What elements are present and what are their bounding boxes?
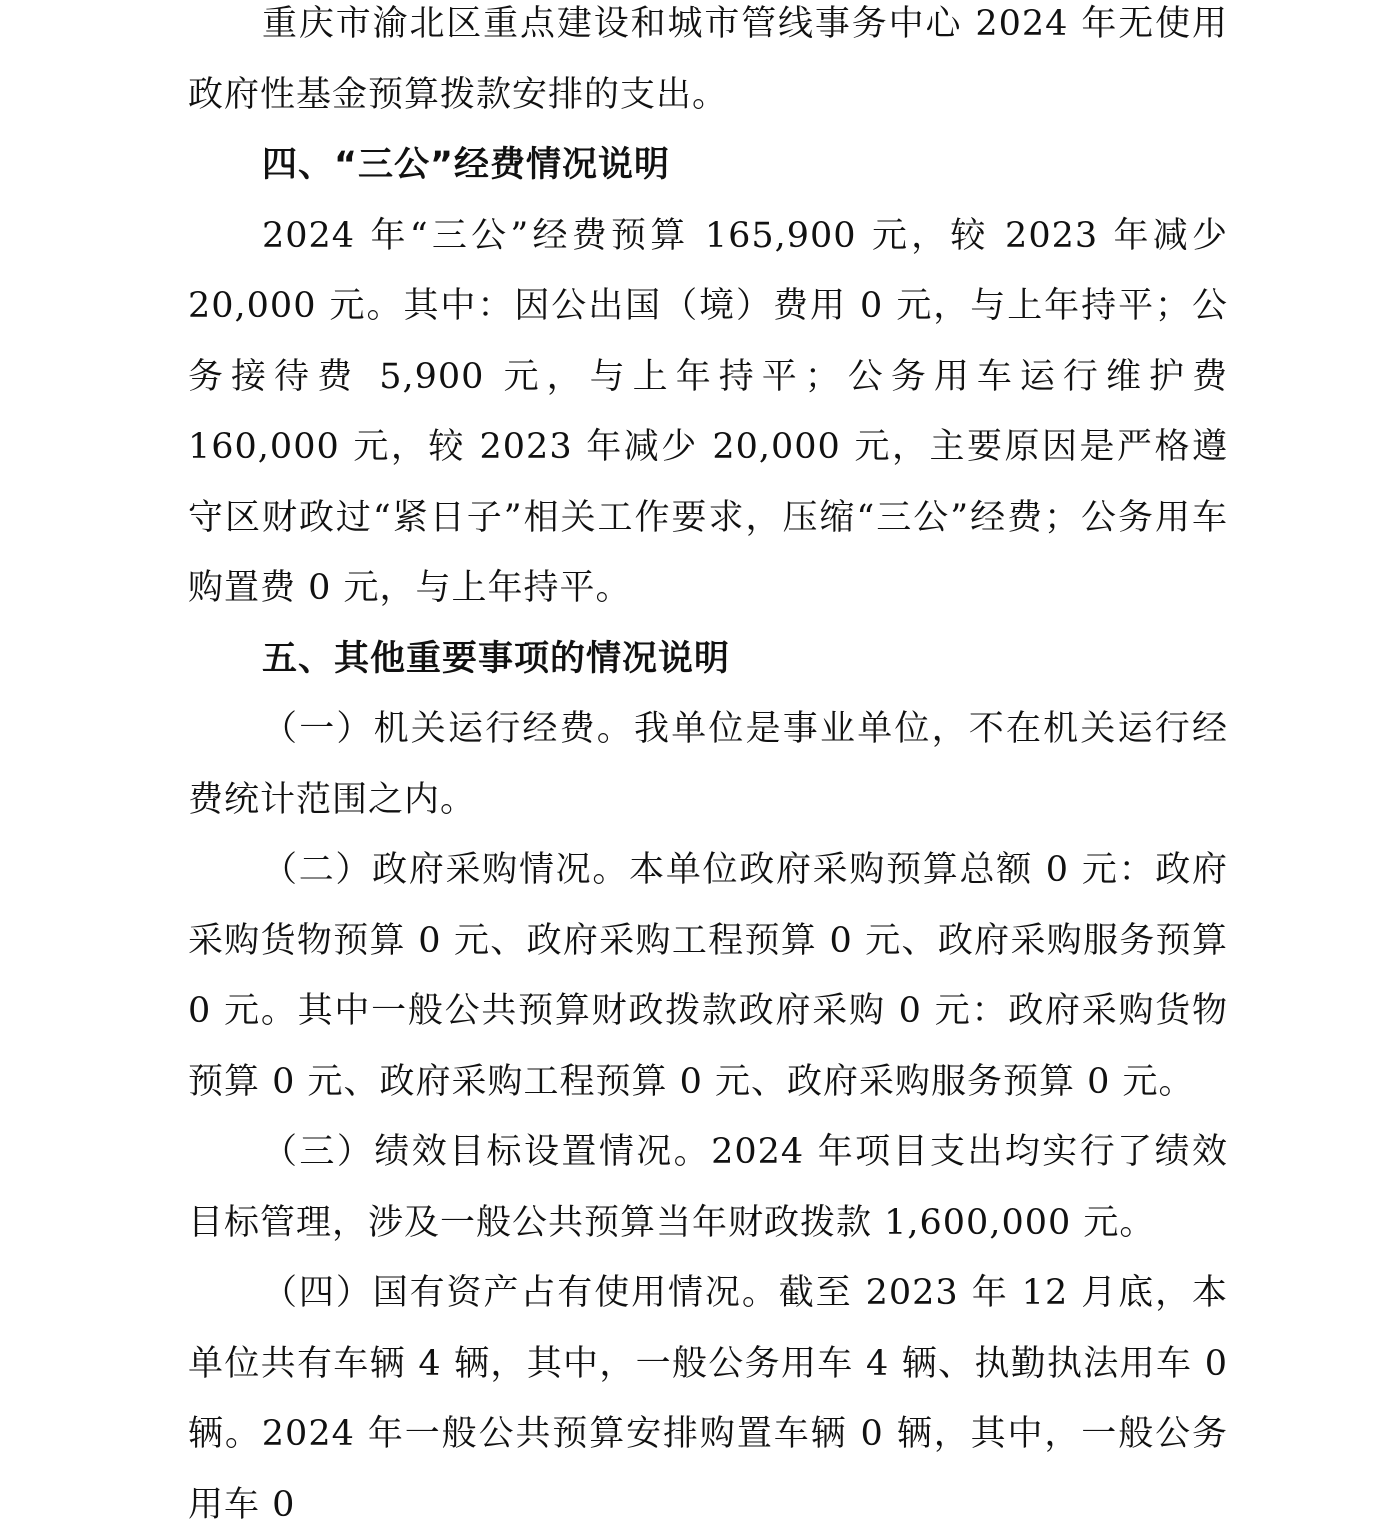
- item-operating-expenses: [188, 694, 1228, 835]
- item-procurement-lead: （二）政府采购情况。: [262, 850, 630, 890]
- section-heading-sangong: 四、“三公”经费情况说明: [262, 145, 671, 185]
- document-page: [188, 0, 1228, 1540]
- item-state-assets-lead: （四）国有资产占有使用情况。: [262, 1273, 779, 1313]
- intro-paragraph: 重庆市渝北区重点建设和城市管线事务中心 2024 年无使用政府性基金预算拨款安排的支出。: [188, 4, 1228, 115]
- item-state-assets: [188, 1258, 1228, 1540]
- section-heading-other-matters: 五、其他重要事项的情况说明: [262, 638, 731, 679]
- item-performance-goals-lead: （三）绩效目标设置情况。: [262, 1132, 712, 1172]
- item-procurement: [188, 835, 1228, 1117]
- item-performance-goals: [188, 1117, 1228, 1258]
- sangong-paragraph: 2024 年“三公”经费预算 165,900 元，较 2023 年减少 20,000 元。其中：因公出国（境）费用 0 元，与上年持平；公务接待费 5,900 元，与上年持平；公务用车运行维护费 160,000 元，较 2023 年减少 20,000 元，主要原因是严格遵守区财政过“紧日子”相关工作要求，压缩“三公”经费；公务用车购置费 0 元，与上年持平。: [188, 215, 1228, 608]
- item-operating-expenses-lead: （一）机关运行经费。: [262, 709, 634, 749]
- item-operating-expenses-text: 我单位是事业单位，不在机关运行经费统计范围之内。: [188, 709, 1228, 820]
- item-performance-goals-text: 2024 年项目支出均实行了绩效目标管理，涉及一般公共预算当年财政拨款 1,600,000 元。: [188, 1132, 1228, 1243]
- item-state-assets-text: 截至 2023 年 12 月底，本单位共有车辆 4 辆，其中，一般公务用车 4 辆、执勤执法用车 0 辆。2024 年一般公共预算安排购置车辆 0 辆，其中，一般公务用车 0: [188, 1273, 1228, 1525]
- item-procurement-text: 本单位政府采购预算总额 0 元：政府采购货物预算 0 元、政府采购工程预算 0 元、政府采购服务预算 0 元。其中一般公共预算财政拨款政府采购 0 元：政府采购货物预算 0 元、政府采购工程预算 0 元、政府采购服务预算 0 元。: [188, 850, 1228, 1102]
